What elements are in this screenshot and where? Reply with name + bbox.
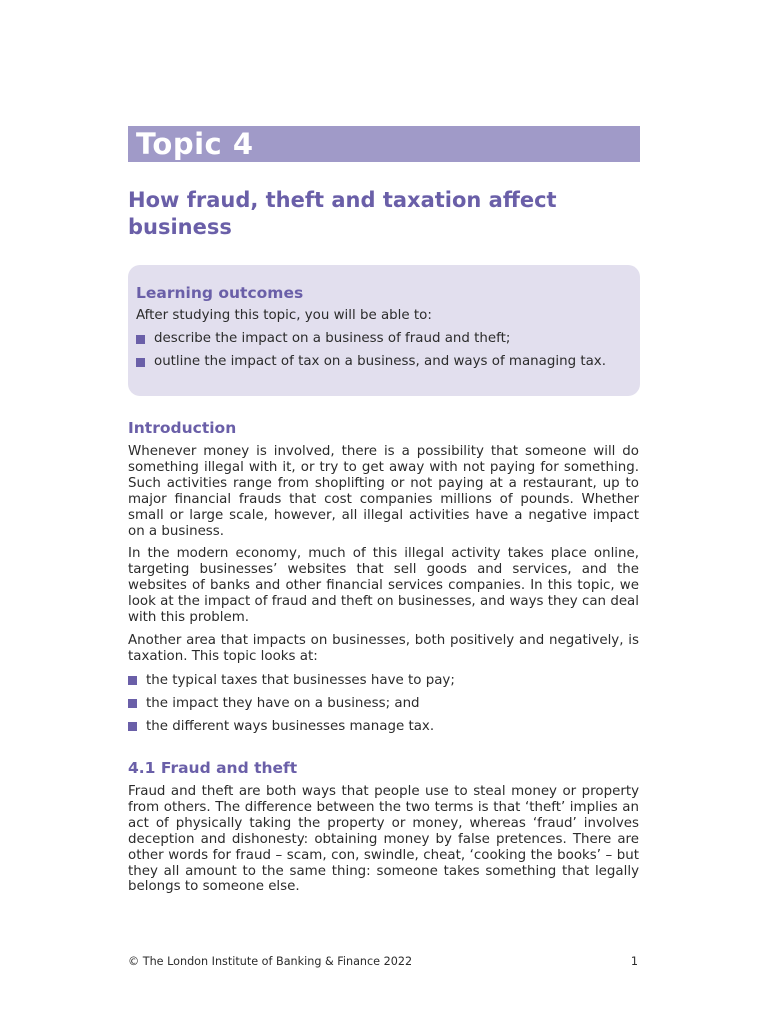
learning-outcomes-heading: Learning outcomes — [136, 284, 304, 302]
square-bullet-icon — [128, 722, 137, 731]
square-bullet-icon — [128, 699, 137, 708]
learning-outcomes-list — [136, 330, 632, 371]
list-item-text: describe the impact on a business of fraud and theft; — [154, 331, 511, 346]
list-item — [136, 330, 632, 348]
paragraph: In the modern economy, much of this illegal activity takes place online, targeting businesses’ websites that sell goods and services, and the websites of banks and other financial services companies. In this topic, we look at the impact of fraud and theft on businesses, and ways they can deal with this problem. — [128, 546, 639, 626]
page-number: 1 — [630, 955, 638, 968]
square-bullet-icon — [128, 676, 137, 685]
topic-label: Topic 4 — [136, 127, 254, 161]
section-4-1-body — [128, 784, 639, 902]
list-item — [136, 353, 632, 371]
paragraph: Fraud and theft are both ways that people use to steal money or property from others. The difference between the two terms is that ‘theft’ implies an act of physically taking the property or money, whereas ‘fraud’ involves deception and dishonesty: obtaining money by false pretences. There are other words for fraud – scam, con, swindle, cheat, ‘cooking the books’ – but they all amount to the same thing: someone takes something that legally belongs to someone else. — [128, 784, 639, 895]
section-4-1-heading: 4.1 Fraud and theft — [128, 759, 298, 777]
paragraph: Whenever money is involved, there is a possibility that someone will do something illegal with it, or try to get away with not paying for something. Such activities range from shoplifting or not paying at a restaurant, up to major financial frauds that cost companies millions of pounds. Whether small or large scale, however, all illegal activities have a negative impact on a business. — [128, 444, 639, 539]
square-bullet-icon — [136, 358, 145, 367]
list-item — [128, 718, 639, 736]
learning-outcomes-box — [128, 265, 640, 396]
introduction-heading: Introduction — [128, 419, 237, 437]
page-title: How fraud, theft and taxation affect business — [128, 188, 557, 239]
list-item — [128, 672, 639, 690]
topic-banner — [128, 126, 640, 162]
learning-outcomes-intro: After studying this topic, you will be able to: — [136, 308, 432, 323]
list-item-text: outline the impact of tax on a business, and ways of managing tax. — [154, 354, 606, 369]
list-item-text: the impact they have on a business; and — [146, 695, 420, 711]
list-item — [128, 695, 639, 713]
paragraph: Another area that impacts on businesses, both positively and negatively, is taxation. This topic looks at: — [128, 632, 639, 664]
footer-copyright: © The London Institute of Banking & Finance 2022 — [128, 955, 413, 968]
list-item-text: the different ways businesses manage tax. — [146, 718, 435, 734]
list-item-text: the typical taxes that businesses have to pay; — [146, 672, 455, 688]
introduction-list — [128, 672, 639, 736]
square-bullet-icon — [136, 335, 145, 344]
introduction-body — [128, 444, 639, 741]
